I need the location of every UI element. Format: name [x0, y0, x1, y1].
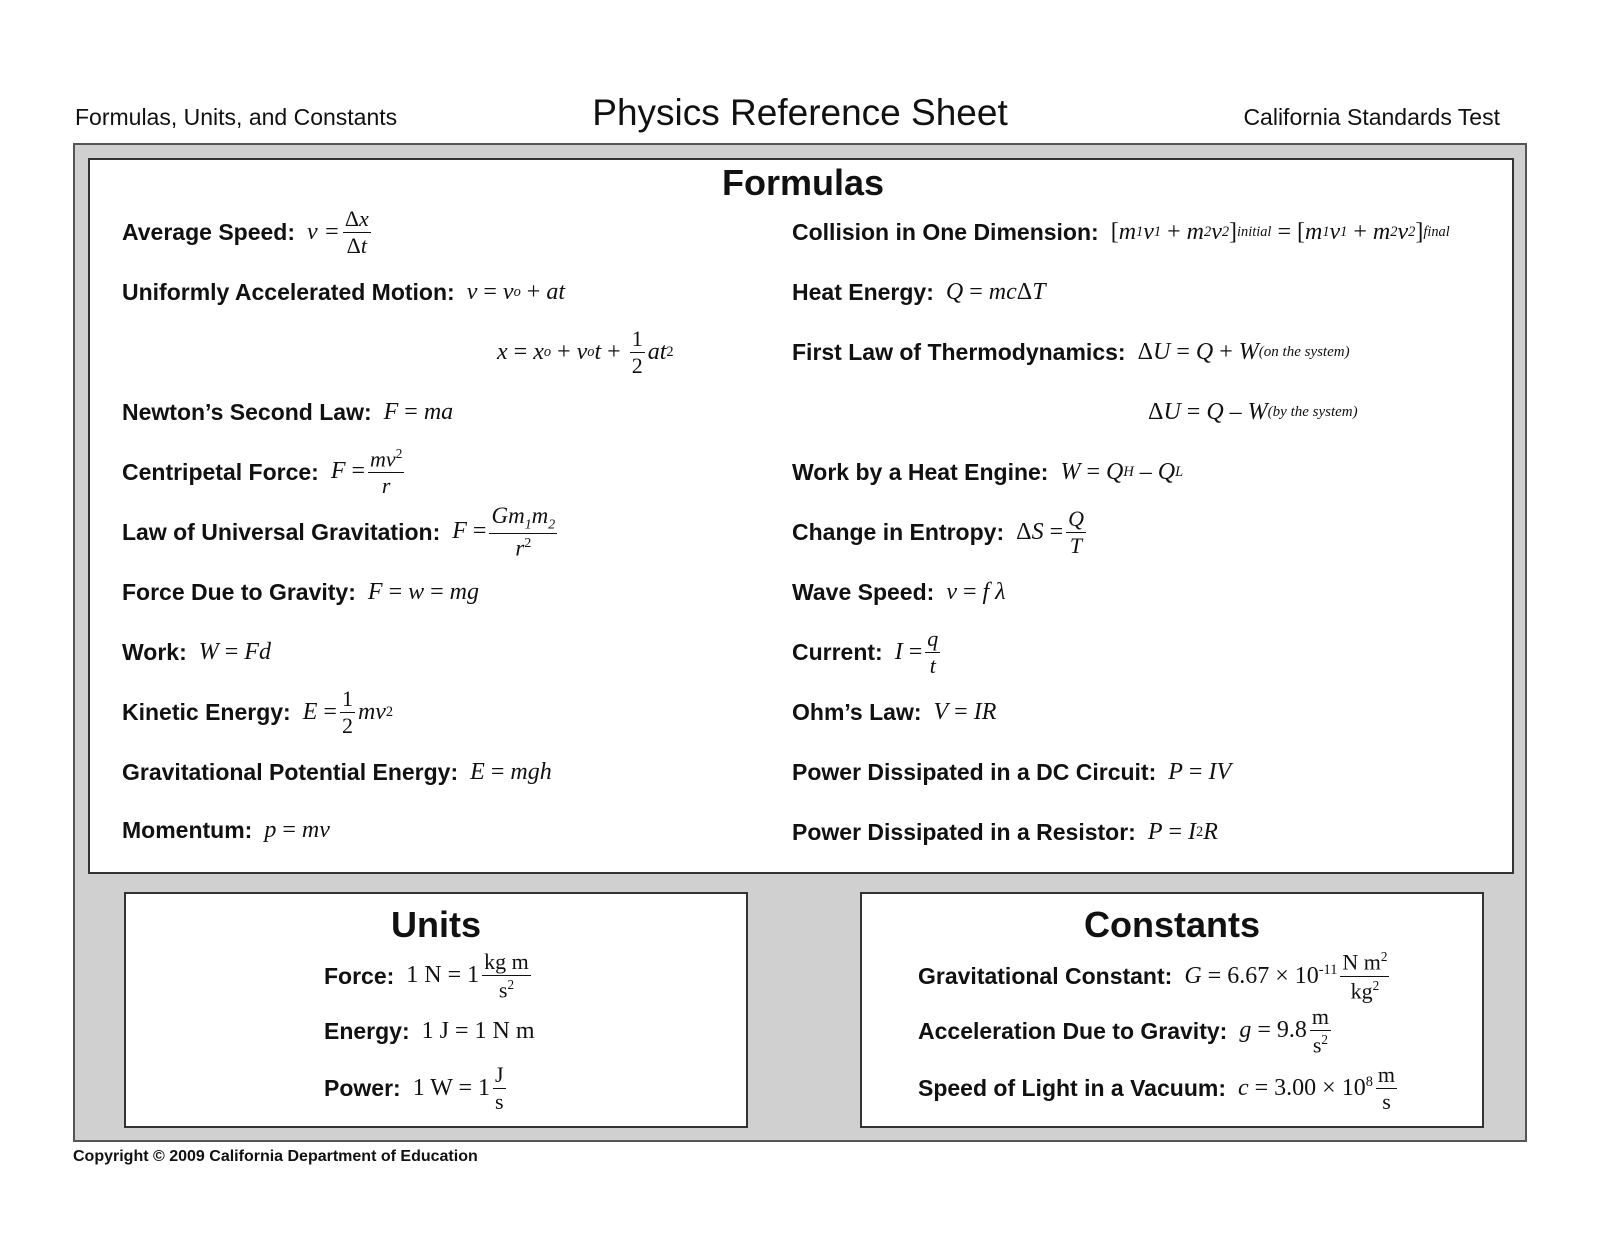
unit-equation: 1 W = 1 $\frac{J}{s}$ [412, 1061, 504, 1114]
formula-equation: v = v o + at [466, 278, 565, 305]
formula-equation: I = $\frac{q}{t}$ [894, 625, 939, 678]
formula-label: Gravitational Potential Energy: [122, 758, 459, 785]
formula-equation: x = x o + v o t + $\frac{1}{2}$ at 2 [497, 325, 674, 378]
formula-equation: Q = mc Δ T [945, 278, 1046, 305]
formula-equation: W = Q H – Q L [1060, 458, 1184, 485]
header-right-text: California Standards Test [1243, 104, 1500, 130]
unit-force [324, 946, 534, 1006]
formula-label: Average Speed: [122, 218, 295, 245]
formula-label: First Law of Thermodynamics: [792, 338, 1126, 365]
formula-label: Current: [792, 638, 883, 665]
formula-current [792, 622, 943, 682]
formula-power-dc [792, 742, 1231, 802]
formula-label: Heat Energy: [792, 278, 934, 305]
formula-uniform-motion-velocity [122, 262, 565, 322]
formula-equation: F = $\frac{mv^2}{r}$ [330, 445, 403, 499]
constants-title: Constants [1083, 904, 1260, 945]
formula-momentum [122, 800, 330, 860]
formula-label: Law of Universal Gravitation: [122, 518, 441, 545]
formula-equation: P = I 2 R [1147, 818, 1218, 845]
formula-ohms-law [792, 682, 996, 742]
formula-equation: F = $\frac{Gm_1m_2}{r^2}$ [452, 502, 556, 562]
unit-label: Power: [324, 1074, 401, 1101]
formula-equation: Δ U = Q + W (on the system) [1137, 338, 1350, 365]
formula-label: Wave Speed: [792, 578, 935, 605]
formula-entropy [792, 502, 1089, 562]
formula-label: Change in Entropy: [792, 518, 1005, 545]
formula-equation: E = $\frac{1}{2}$ mv 2 [302, 685, 394, 738]
units-panel [124, 892, 748, 1128]
formula-label: Power Dissipated in a Resistor: [792, 818, 1136, 845]
formula-equation: [ m 1 v 1 + m 2 v 2 ] initial = [ m 1 v 1 + m 2 v 2 ] final [1110, 218, 1450, 245]
formula-label: Newton’s Second Law: [122, 398, 372, 425]
formula-equation: E = mgh [470, 758, 552, 785]
formula-equation: p = mv [264, 816, 330, 843]
page-title: Physics Reference Sheet [592, 92, 1008, 133]
formula-kinetic-energy [122, 682, 393, 742]
formula-work [122, 622, 271, 682]
formula-label: Centripetal Force: [122, 458, 319, 485]
constant-equation: g = 9.8 $\frac{m}{s^2}$ [1239, 1003, 1329, 1058]
constant-equation: c = $3.00 \times 10^8$ $\frac{m}{s}$ [1237, 1061, 1396, 1114]
unit-label: Force: [324, 962, 395, 989]
units-title: Units [391, 904, 481, 945]
formula-label: Work: [122, 638, 187, 665]
unit-power [324, 1058, 509, 1118]
constant-label: Acceleration Due to Gravity: [918, 1017, 1228, 1044]
formula-label: Collision in One Dimension: [792, 218, 1099, 245]
formula-newtons-second-law [122, 382, 453, 442]
formula-equation: P = IV [1168, 758, 1232, 785]
unit-equation: 1 J = 1 N m [421, 1017, 535, 1044]
unit-energy [324, 1001, 535, 1061]
formula-collision [792, 202, 1450, 262]
formula-equation: W = Fd [198, 638, 271, 665]
formula-first-law-thermo-alt [1136, 382, 1358, 442]
formula-force-gravity [122, 562, 479, 622]
unit-label: Energy: [324, 1017, 410, 1044]
formula-heat-energy [792, 262, 1046, 322]
formula-equation: Δ S = $\frac{Q}{T}$ [1016, 505, 1084, 558]
formula-power-resistor [792, 802, 1218, 862]
constant-gravity-acceleration [918, 1001, 1334, 1061]
formula-uniform-motion-position [485, 322, 674, 382]
header-left-text: Formulas, Units, and Constants [75, 104, 398, 130]
formula-heat-engine-work [792, 442, 1183, 502]
formulas-panel [88, 158, 1514, 874]
formula-first-law-thermo [792, 322, 1350, 382]
formula-equation: v = f λ [946, 578, 1006, 605]
formula-equation: v = $\frac{\Delta x}{\Delta t}$ [307, 205, 369, 258]
formula-centripetal-force [122, 442, 407, 502]
constant-speed-of-light [918, 1058, 1400, 1118]
formula-label: Ohm’s Law: [792, 698, 922, 725]
constants-panel [860, 892, 1484, 1128]
formula-label: Uniformly Accelerated Motion: [122, 278, 455, 305]
formula-equation: V = IR [933, 698, 997, 725]
formula-average-speed [122, 202, 374, 262]
formula-equation: F = w = mg [367, 578, 480, 605]
constant-gravitational [918, 946, 1392, 1006]
formula-equation: Δ U = Q – W (by the system) [1148, 398, 1358, 425]
formula-label: Power Dissipated in a DC Circuit: [792, 758, 1157, 785]
formula-label: Work by a Heat Engine: [792, 458, 1049, 485]
constant-label: Speed of Light in a Vacuum: [918, 1074, 1226, 1101]
formula-wave-speed [792, 562, 1006, 622]
copyright-notice: Copyright © 2009 California Department of Education [73, 1148, 478, 1165]
constant-label: Gravitational Constant: [918, 962, 1173, 989]
formula-universal-gravitation [122, 502, 560, 562]
constant-equation: G = $6.67 \times 10^{-11}$ $\frac{N m^2}{kg^2}$ [1184, 949, 1388, 1003]
formula-equation: F = ma [383, 398, 454, 425]
unit-equation: 1 N = 1 $\frac{\text{kg m}}{s^2}$ [406, 948, 529, 1003]
formula-potential-energy [122, 742, 552, 802]
formula-label: Force Due to Gravity: [122, 578, 356, 605]
formula-label: Momentum: [122, 816, 253, 843]
formulas-title: Formulas [721, 162, 885, 203]
formula-label: Kinetic Energy: [122, 698, 291, 725]
